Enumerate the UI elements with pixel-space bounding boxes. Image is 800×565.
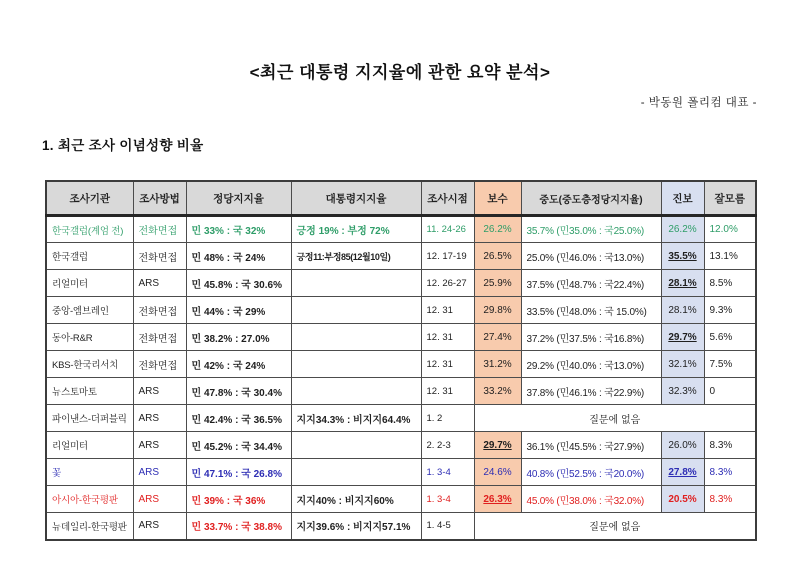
cell-period: 12. 31: [421, 324, 474, 351]
cell-method: 전화면접: [133, 216, 186, 243]
column-header-org: 조사기관: [46, 181, 133, 216]
cell-conservative: 26.2%: [474, 216, 521, 243]
column-header-progressive: 진보: [661, 181, 704, 216]
cell-method: ARS: [133, 432, 186, 459]
cell-progressive: 35.5%: [661, 243, 704, 270]
column-header-method: 조사방법: [133, 181, 186, 216]
cell-conservative: 29.8%: [474, 297, 521, 324]
cell-conservative: 26.3%: [474, 486, 521, 513]
cell-org: 리얼미터: [46, 432, 133, 459]
cell-period: 11. 24-26: [421, 216, 474, 243]
cell-party: 민 42.4% : 국 36.5%: [186, 405, 291, 432]
cell-period: 1. 4-5: [421, 513, 474, 540]
column-header-unknown: 잘모름: [704, 181, 756, 216]
cell-conservative: 29.7%: [474, 432, 521, 459]
cell-unknown: 0: [704, 378, 756, 405]
cell-moderate: 45.0% (민38.0% : 국32.0%): [521, 486, 661, 513]
cell-president: 긍정 19% : 부정 72%: [291, 216, 421, 243]
cell-unknown: 8.3%: [704, 459, 756, 486]
cell-unknown: 5.6%: [704, 324, 756, 351]
cell-president: [291, 297, 421, 324]
cell-org: 꽃: [46, 459, 133, 486]
cell-method: 전화면접: [133, 324, 186, 351]
cell-moderate: 37.2% (민37.5% : 국16.8%): [521, 324, 661, 351]
cell-party: 민 45.2% : 국 34.4%: [186, 432, 291, 459]
cell-progressive: 28.1%: [661, 297, 704, 324]
table-row: [46, 324, 756, 351]
cell-conservative: 27.4%: [474, 324, 521, 351]
table-row: [46, 216, 756, 243]
cell-president: 긍정11:부정85(12월10일): [291, 243, 421, 270]
cell-president: [291, 324, 421, 351]
cell-progressive: 26.0%: [661, 432, 704, 459]
cell-org: 뉴스토마토: [46, 378, 133, 405]
cell-unknown: 8.3%: [704, 486, 756, 513]
cell-org: KBS-한국리서치: [46, 351, 133, 378]
cell-president: [291, 432, 421, 459]
cell-method: ARS: [133, 405, 186, 432]
table-row: [46, 351, 756, 378]
cell-period: 12. 26-27: [421, 270, 474, 297]
cell-president: [291, 459, 421, 486]
cell-moderate: 37.5% (민48.7% : 국22.4%): [521, 270, 661, 297]
table-row: [46, 513, 756, 540]
cell-party: 민 33% : 국 32%: [186, 216, 291, 243]
section-heading: 1. 최근 조사 이념성향 비율: [42, 138, 204, 153]
table-row: [46, 243, 756, 270]
cell-unknown: 8.5%: [704, 270, 756, 297]
cell-org: 동아-R&R: [46, 324, 133, 351]
cell-period: 1. 3-4: [421, 459, 474, 486]
cell-progressive: 29.7%: [661, 324, 704, 351]
cell-moderate: 37.8% (민46.1% : 국22.9%): [521, 378, 661, 405]
cell-method: 전화면접: [133, 243, 186, 270]
column-header-conservative: 보수: [474, 181, 521, 216]
cell-conservative: 24.6%: [474, 459, 521, 486]
cell-moderate: 40.8% (민52.5% : 국20.0%): [521, 459, 661, 486]
cell-period: 12. 31: [421, 297, 474, 324]
cell-party: 민 45.8% : 국 30.6%: [186, 270, 291, 297]
cell-period: 1. 2: [421, 405, 474, 432]
cell-org: 한국갤럽: [46, 243, 133, 270]
table-header-row: [46, 181, 756, 216]
cell-party: 민 38.2% : 27.0%: [186, 324, 291, 351]
cell-method: ARS: [133, 486, 186, 513]
cell-no-question-note: 질문에 없음: [474, 513, 756, 540]
cell-moderate: 33.5% (민48.0% : 국 15.0%): [521, 297, 661, 324]
cell-org: 중앙-엠브레인: [46, 297, 133, 324]
cell-party: 민 33.7% : 국 38.8%: [186, 513, 291, 540]
cell-party: 민 39% : 국 36%: [186, 486, 291, 513]
survey-table: [45, 180, 757, 541]
table-row: [46, 459, 756, 486]
cell-org: 파이낸스-더퍼블릭: [46, 405, 133, 432]
cell-method: ARS: [133, 270, 186, 297]
table-row: [46, 405, 756, 432]
table-row: [46, 270, 756, 297]
cell-conservative: 31.2%: [474, 351, 521, 378]
cell-conservative: 25.9%: [474, 270, 521, 297]
cell-progressive: 28.1%: [661, 270, 704, 297]
column-header-period: 조사시점: [421, 181, 474, 216]
cell-org: 한국갤럽(계엄 전): [46, 216, 133, 243]
cell-moderate: 25.0% (민46.0% : 국13.0%): [521, 243, 661, 270]
cell-no-question-note: 질문에 없음: [474, 405, 756, 432]
table-row: [46, 486, 756, 513]
cell-progressive: 27.8%: [661, 459, 704, 486]
document-title: <최근 대통령 지지율에 관한 요약 분석>: [249, 63, 551, 82]
cell-org: 뉴데일리-한국평판: [46, 513, 133, 540]
cell-progressive: 20.5%: [661, 486, 704, 513]
table-row: [46, 432, 756, 459]
cell-conservative: 26.5%: [474, 243, 521, 270]
column-header-moderate: 중도(중도층정당지지율): [521, 181, 661, 216]
column-header-party: 정당지지율: [186, 181, 291, 216]
cell-progressive: 32.1%: [661, 351, 704, 378]
cell-president: [291, 270, 421, 297]
cell-progressive: 32.3%: [661, 378, 704, 405]
cell-period: 1. 3-4: [421, 486, 474, 513]
table-row: [46, 378, 756, 405]
cell-period: 2. 2-3: [421, 432, 474, 459]
cell-party: 민 47.8% : 국 30.4%: [186, 378, 291, 405]
cell-moderate: 35.7% (민35.0% : 국25.0%): [521, 216, 661, 243]
cell-progressive: 26.2%: [661, 216, 704, 243]
cell-org: 리얼미터: [46, 270, 133, 297]
cell-unknown: 13.1%: [704, 243, 756, 270]
cell-conservative: 33.2%: [474, 378, 521, 405]
cell-method: ARS: [133, 378, 186, 405]
cell-period: 12. 31: [421, 351, 474, 378]
cell-method: ARS: [133, 459, 186, 486]
cell-party: 민 44% : 국 29%: [186, 297, 291, 324]
cell-period: 12. 17-19: [421, 243, 474, 270]
cell-president: 지지34.3% : 비지지64.4%: [291, 405, 421, 432]
cell-unknown: 7.5%: [704, 351, 756, 378]
cell-party: 민 42% : 국 24%: [186, 351, 291, 378]
table-row: [46, 297, 756, 324]
cell-president: [291, 351, 421, 378]
cell-method: ARS: [133, 513, 186, 540]
cell-president: [291, 378, 421, 405]
cell-unknown: 12.0%: [704, 216, 756, 243]
cell-method: 전화면접: [133, 351, 186, 378]
cell-moderate: 29.2% (민40.0% : 국13.0%): [521, 351, 661, 378]
column-header-president: 대통령지지율: [291, 181, 421, 216]
cell-unknown: 8.3%: [704, 432, 756, 459]
cell-party: 민 48% : 국 24%: [186, 243, 291, 270]
cell-party: 민 47.1% : 국 26.8%: [186, 459, 291, 486]
cell-president: 지지40% : 비지지60%: [291, 486, 421, 513]
cell-method: 전화면접: [133, 297, 186, 324]
cell-unknown: 9.3%: [704, 297, 756, 324]
author-byline: - 박동원 폴리컴 대표 -: [640, 97, 757, 109]
cell-president: 지지39.6% : 비지지57.1%: [291, 513, 421, 540]
cell-period: 12. 31: [421, 378, 474, 405]
cell-moderate: 36.1% (민45.5% : 국27.9%): [521, 432, 661, 459]
cell-org: 아시아-한국평판: [46, 486, 133, 513]
